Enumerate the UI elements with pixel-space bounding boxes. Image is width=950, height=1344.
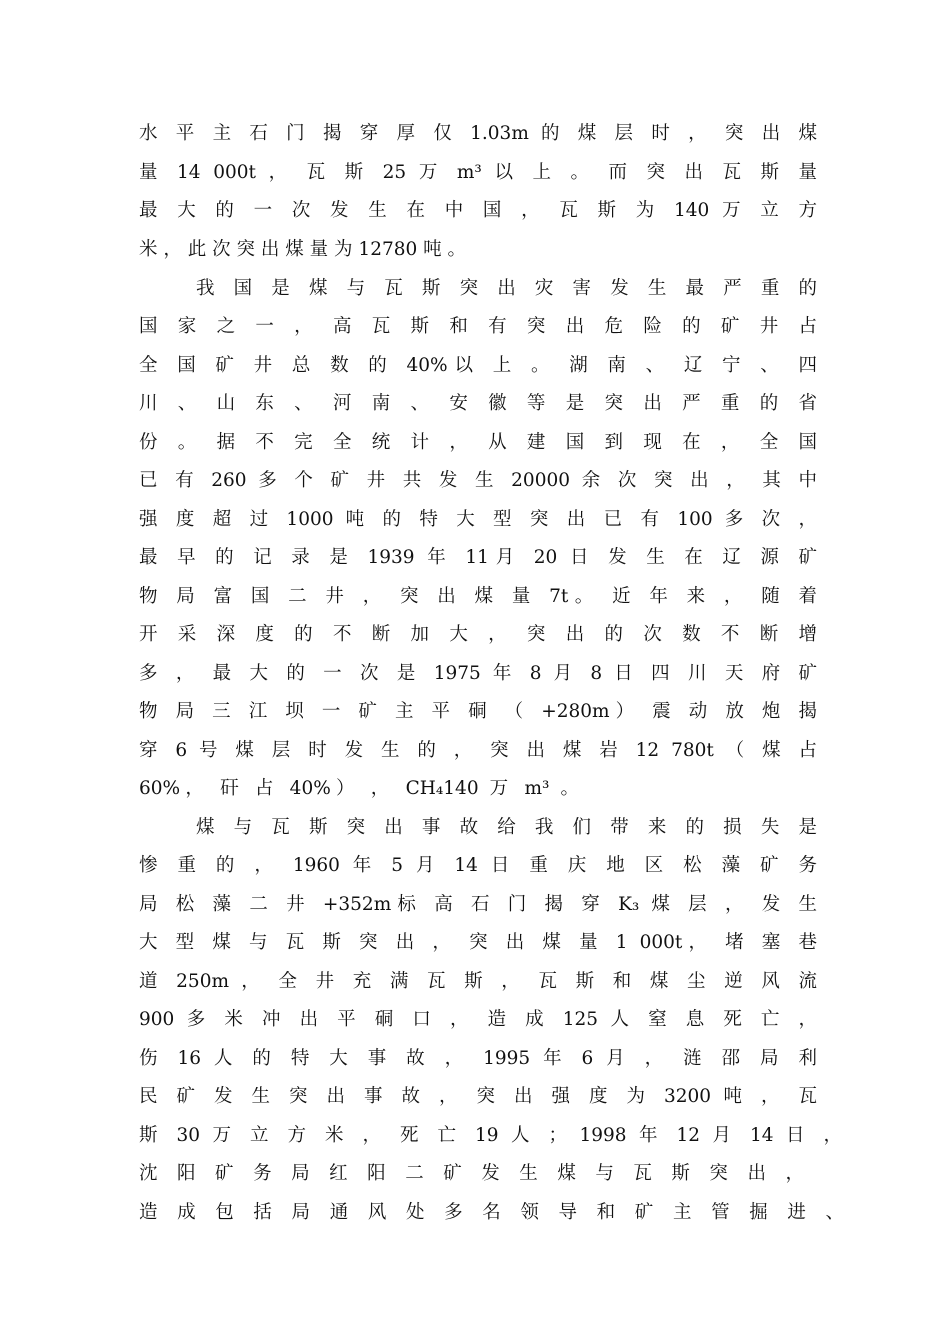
paragraph-first-line: 我 国 是 煤 与 瓦 斯 突 出 灾 害 发 生 最 严 重 的 [196, 278, 817, 299]
text-line: 造 成 包 括 局 通 风 处 多 名 领 导 和 矿 主 管 掘 进 、 [139, 1202, 844, 1223]
text-line: 已 有 260 多 个 矿 井 共 发 生 20000 余 次 突 出 ， 其 中 [139, 470, 817, 491]
text-line: 惨 重 的 ， 1960 年 5 月 14 日 重 庆 地 区 松 藻 矿 务 [139, 855, 817, 876]
paragraph-first-line: 煤 与 瓦 斯 突 出 事 故 给 我 们 带 来 的 损 失 是 [196, 817, 817, 838]
text-line: 国 家 之 一 ， 高 瓦 斯 和 有 突 出 危 险 的 矿 井 占 [139, 316, 817, 337]
text-line: 最 早 的 记 录 是 1939 年 11月 20 日 发 生 在 辽 源 矿 [139, 547, 817, 568]
text-line: 60%， 矸 占 40%） ， CH₄140 万 m³ 。 [139, 778, 579, 799]
text-line: 道 250m ， 全 井 充 满 瓦 斯 ， 瓦 斯 和 煤 尘 逆 风 流 [139, 971, 817, 992]
text-line: 物 局 三 江 坝 一 矿 主 平 硐 （ +280m） 震 动 放 炮 揭 [139, 701, 817, 722]
text-line: 全 国 矿 井 总 数 的 40%以 上 。 湖 南 、 辽 宁 、 四 [139, 355, 817, 376]
text-line: 米 ， 此 次 突 出 煤 量 为 12780 吨 。 [139, 239, 467, 260]
text-line: 份 。 据 不 完 全 统 计 ， 从 建 国 到 现 在 ， 全 国 [139, 432, 817, 453]
text-line: 川 、 山 东 、 河 南 、 安 徽 等 是 突 出 严 重 的 省 [139, 393, 817, 414]
text-line: 斯 30 万 立 方 米 ， 死 亡 19 人 ； 1998 年 12 月 14 日 ， [139, 1125, 842, 1146]
text-line: 物 局 富 国 二 井 ， 突 出 煤 量 7t。 近 年 来 ， 随 着 [139, 586, 817, 607]
text-line: 开 采 深 度 的 不 断 加 大 ， 突 出 的 次 数 不 断 增 [139, 624, 817, 645]
text-line: 民 矿 发 生 突 出 事 故 ， 突 出 强 度 为 3200 吨 ， 瓦 [139, 1086, 817, 1107]
text-line: 900 多 米 冲 出 平 硐 口 ， 造 成 125 人 窒 息 死 亡 ， [139, 1009, 817, 1030]
text-line: 强 度 超 过 1000 吨 的 特 大 型 突 出 已 有 100 多 次 ， [139, 509, 817, 530]
text-line: 最 大 的 一 次 发 生 在 中 国 ， 瓦 斯 为 140 万 立 方 [139, 200, 817, 221]
text-line: 伤 16 人 的 特 大 事 故 ， 1995 年 6 月 ， 涟 邵 局 利 [139, 1048, 817, 1069]
text-line: 局 松 藻 二 井 +352m标 高 石 门 揭 穿 K₃ 煤 层 ， 发 生 [139, 894, 817, 915]
text-line: 多 ， 最 大 的 一 次 是 1975 年 8 月 8 日 四 川 天 府 矿 [139, 663, 817, 684]
text-line: 大 型 煤 与 瓦 斯 突 出 ， 突 出 煤 量 1 000t， 堵 塞 巷 [139, 932, 817, 953]
text-line: 量 14 000t ， 瓦 斯 25 万 m³ 以 上 。 而 突 出 瓦 斯 量 [139, 162, 817, 183]
text-line: 沈 阳 矿 务 局 红 阳 二 矿 发 生 煤 与 瓦 斯 突 出 ， [139, 1163, 804, 1184]
text-line: 水 平 主 石 门 揭 穿 厚 仅 1.03m 的 煤 层 时 ， 突 出 煤 [139, 123, 817, 144]
text-line: 穿 6 号 煤 层 时 发 生 的 ， 突 出 煤 岩 12 780t （ 煤 占 [139, 740, 817, 761]
